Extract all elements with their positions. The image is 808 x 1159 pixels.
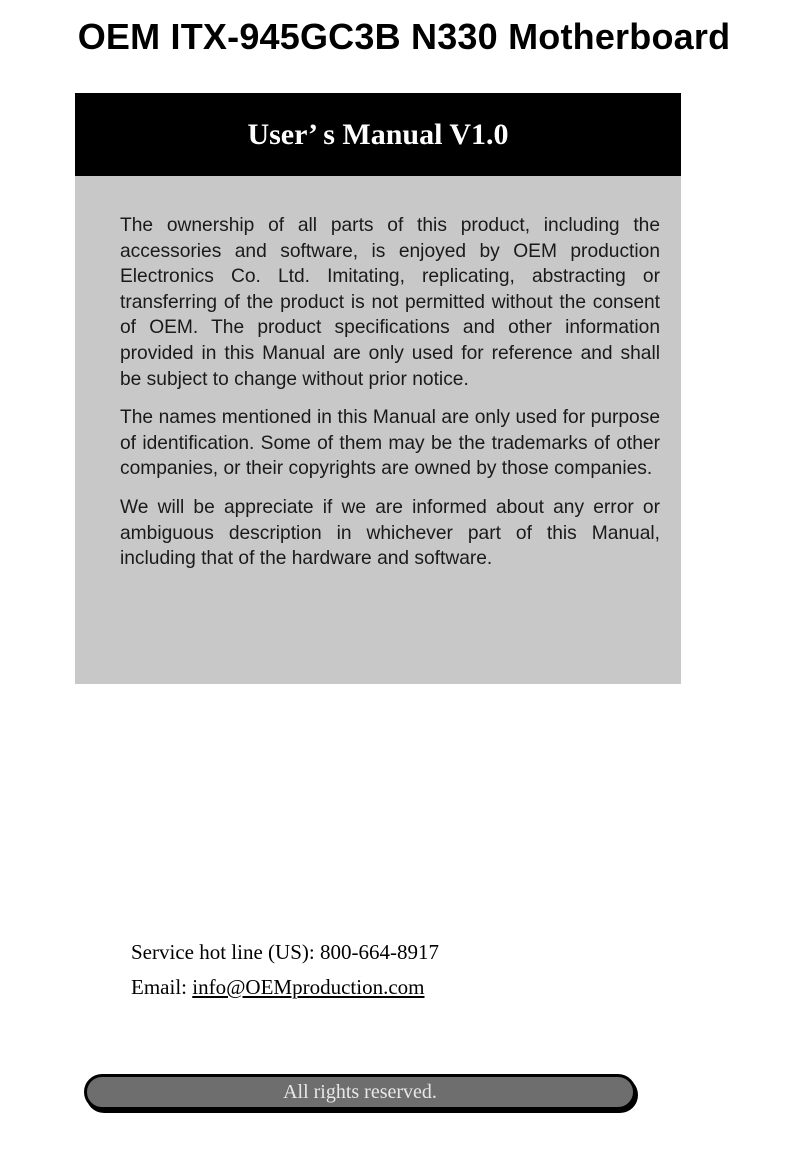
manual-version-heading: User’ s Manual V1.0: [75, 93, 681, 176]
rights-text: All rights reserved.: [283, 1081, 437, 1103]
email-label: Email:: [131, 975, 193, 999]
document-title: OEM ITX-945GC3B N330 Motherboard: [77, 16, 731, 57]
email-link[interactable]: info@OEMproduction.com: [192, 975, 425, 999]
ownership-paragraph: The ownership of all parts of this product, including the accessories and software, is enjoyed by OEM production Electronics Co. Ltd. Imitating, replicating, abstracting or transferring of the product is not permitted without the consent of OEM. The product specifications and other information provided in this Manual are only used for reference and shall be subject to change without prior notice.: [120, 215, 660, 390]
rights-footer-bar: [84, 1074, 636, 1110]
contact-info: [131, 935, 439, 1005]
manual-notice-text: [120, 213, 660, 585]
service-hotline: Service hot line (US): 800-664-8917: [131, 940, 439, 964]
trademark-paragraph: The names mentioned in this Manual are only used for purpose of identification. Some of them may be the trademarks of other companies, or their copyrights are owned by those companies.: [120, 407, 660, 480]
email-line: [131, 970, 439, 1005]
feedback-paragraph: We will be appreciate if we are informed about any error or ambiguous description in whichever part of this Manual, including that of the hardware and software.: [120, 496, 660, 570]
manual-info-box: [75, 93, 681, 684]
